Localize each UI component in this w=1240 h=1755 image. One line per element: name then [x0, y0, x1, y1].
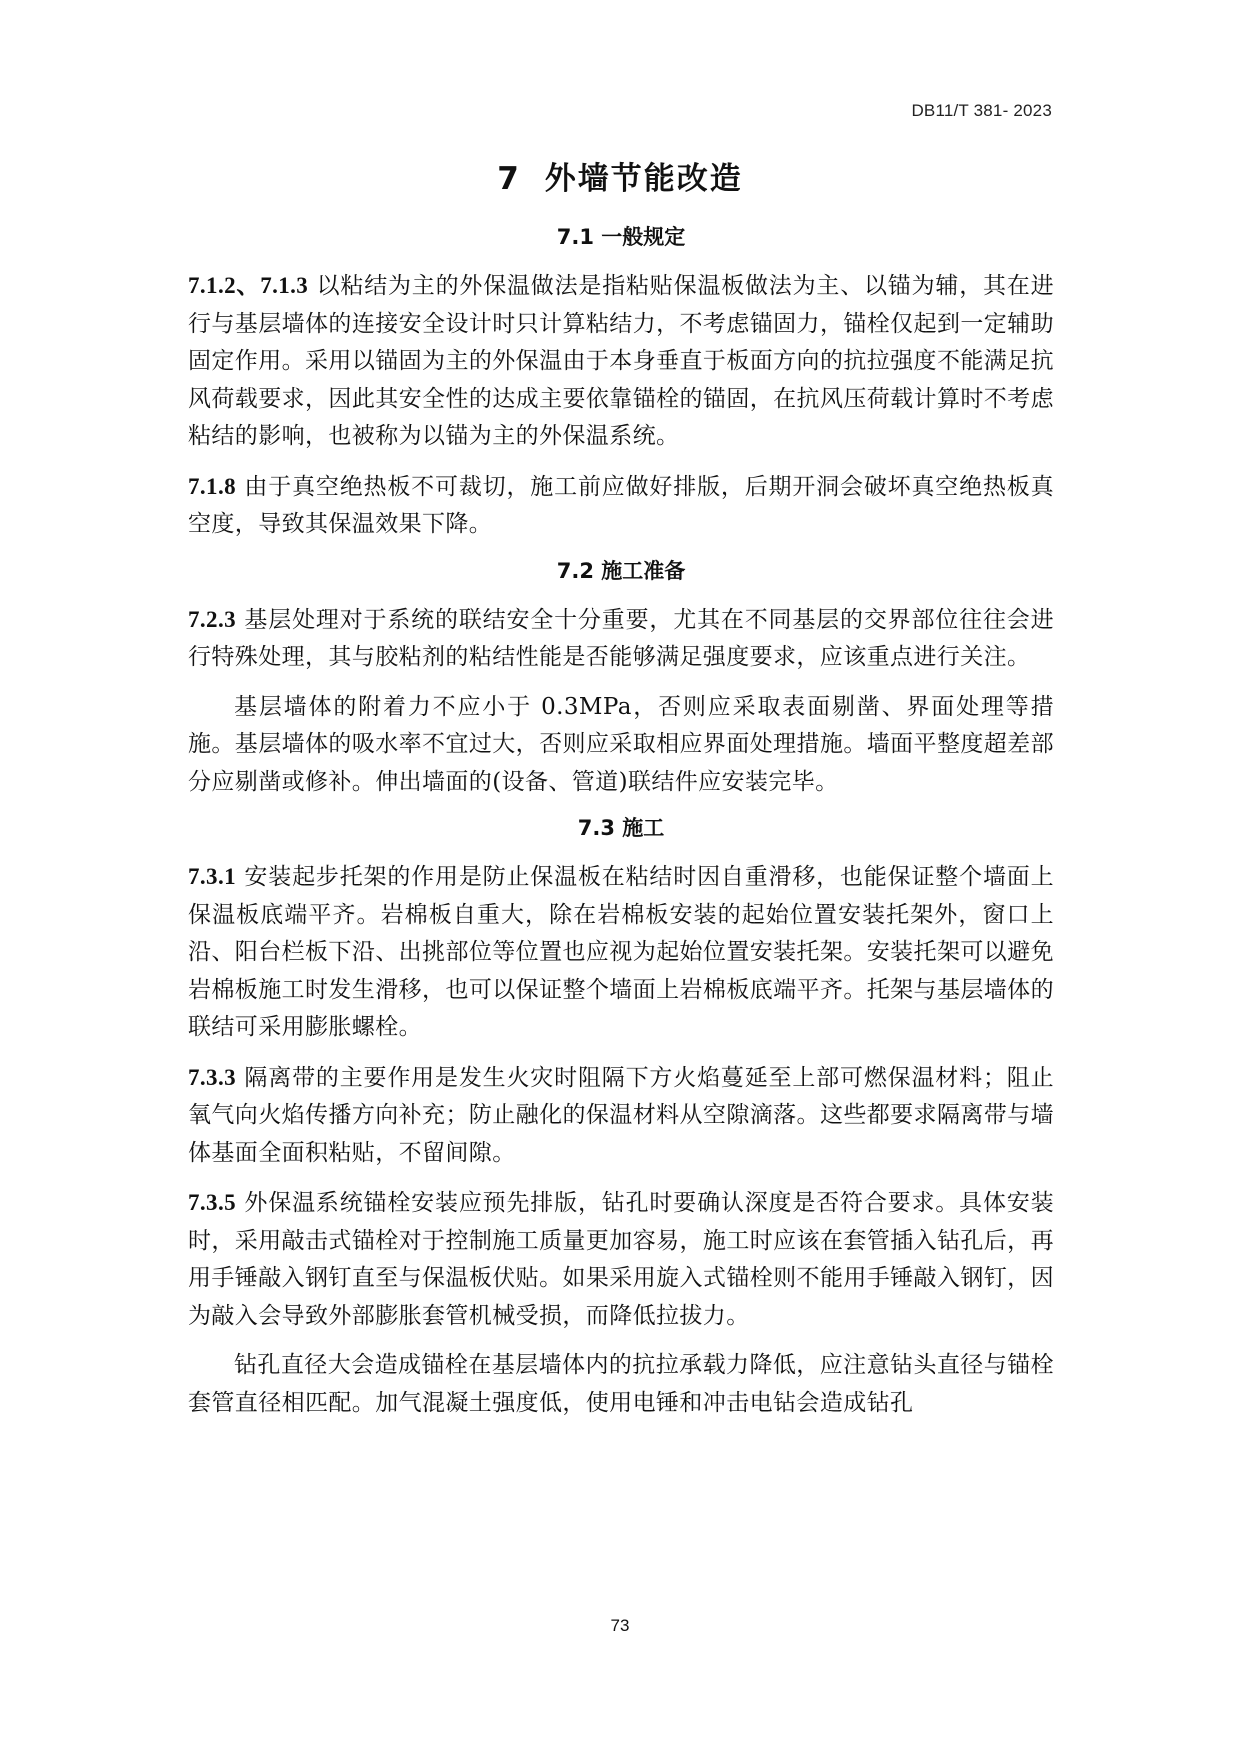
- paragraph: [188, 689, 1054, 802]
- paragraph: [188, 1059, 1054, 1173]
- page-number: 73: [610, 1616, 630, 1635]
- paragraph-text: 基层墙体的附着力不应小于 0.3MPa，否则应采取表面剔凿、界面处理等措施。基层墙体的吸水率不宜过大，否则应采取相应界面处理措施。墙面平整度超差部分应剔凿或修补。伸出墙面的(设备、管道)联结件应安装完毕。: [188, 693, 1054, 795]
- chapter-title-text: 外墙节能改造: [544, 161, 743, 197]
- clause-number: 7.3.3: [188, 1064, 236, 1090]
- paragraph: [188, 1184, 1054, 1335]
- paragraph: [188, 858, 1054, 1047]
- paragraph-text: 钻孔直径大会造成锚栓在基层墙体内的抗拉承载力降低，应注意钻头直径与锚栓套管直径相匹配。加气混凝土强度低，使用电锤和冲击电钻会造成钻孔: [188, 1352, 1054, 1416]
- clause-number: 7.3.5: [188, 1190, 236, 1215]
- paragraph-text: 隔离带的主要作用是发生火灾时阻隔下方火焰蔓延至上部可燃保温材料；阻止氧气向火焰传播方向补充；防止融化的保温材料从空隙滴落。这些都要求隔离带与墙体基面全面积粘贴，不留间隙。: [188, 1064, 1054, 1166]
- paragraph-text: 安装起步托架的作用是防止保温板在粘结时因自重滑移，也能保证整个墙面上保温板底端平齐。岩棉板自重大，除在岩棉板安装的起始位置安装托架外，窗口上沿、阳台栏板下沿、出挑部位等位置也应视为起始位置安装托架。安装托架可以避免岩棉板施工时发生滑移，也可以保证整个墙面上岩棉板底端平齐。托架与基层墙体的联结可采用膨胀螺栓。: [188, 864, 1054, 1040]
- clause-number: 7.1.8: [188, 473, 236, 499]
- section-title: 7.3 施工: [577, 816, 665, 840]
- paragraph-text: 基层处理对于系统的联结安全十分重要，尤其在不同基层的交界部位往往会进行特殊处理，其与胶粘剂的粘结性能是否能够满足强度要求，应该重点进行关注。: [188, 606, 1054, 670]
- clause-number: 7.2.3: [188, 606, 236, 632]
- section-title: 7.2 施工准备: [556, 558, 686, 583]
- chapter-number: 7: [497, 161, 521, 197]
- paragraph: [188, 1347, 1054, 1422]
- paragraph-text: 外保温系统锚栓安装应预先排版，钻孔时要确认深度是否符合要求。具体安装时，采用敲击式锚栓对于控制施工质量更加容易，施工时应该在套管插入钻孔后，再用手锤敲入钢钉直至与保温板伏贴。如果采用旋入式锚栓则不能用手锤敲入钢钉，因为敲入会导致外部膨胀套管机械受损，而降低拉拔力。: [188, 1190, 1054, 1329]
- paragraph: [188, 468, 1054, 544]
- chapter-title: [0, 153, 1240, 198]
- paragraph-text: 以粘结为主的外保温做法是指粘贴保温板做法为主、以锚为辅，其在进行与基层墙体的连接安全设计时只计算粘结力，不考虑锚固力，锚栓仅起到一定辅助固定作用。采用以锚固为主的外保温由于本身垂直于板面方向的抗拉强度不能满足抗风荷载要求，因此其安全性的达成主要依靠锚栓的锚固，在抗风压荷载计算时不考虑粘结的影响，也被称为以锚为主的外保温系统。: [188, 273, 1054, 449]
- clause-number: 7.1.2、7.1.3: [188, 273, 309, 298]
- paragraph-text: 由于真空绝热板不可裁切，施工前应做好排版，后期开洞会破坏真空绝热板真空度，导致其保温效果下降。: [188, 473, 1054, 537]
- clause-number: 7.3.1: [188, 864, 236, 889]
- section-title: 7.1 一般规定: [556, 225, 686, 249]
- paragraph: [188, 267, 1054, 456]
- standard-code: DB11/T 381- 2023: [911, 101, 1052, 120]
- paragraph: [188, 601, 1054, 677]
- document-body: [188, 222, 1054, 1434]
